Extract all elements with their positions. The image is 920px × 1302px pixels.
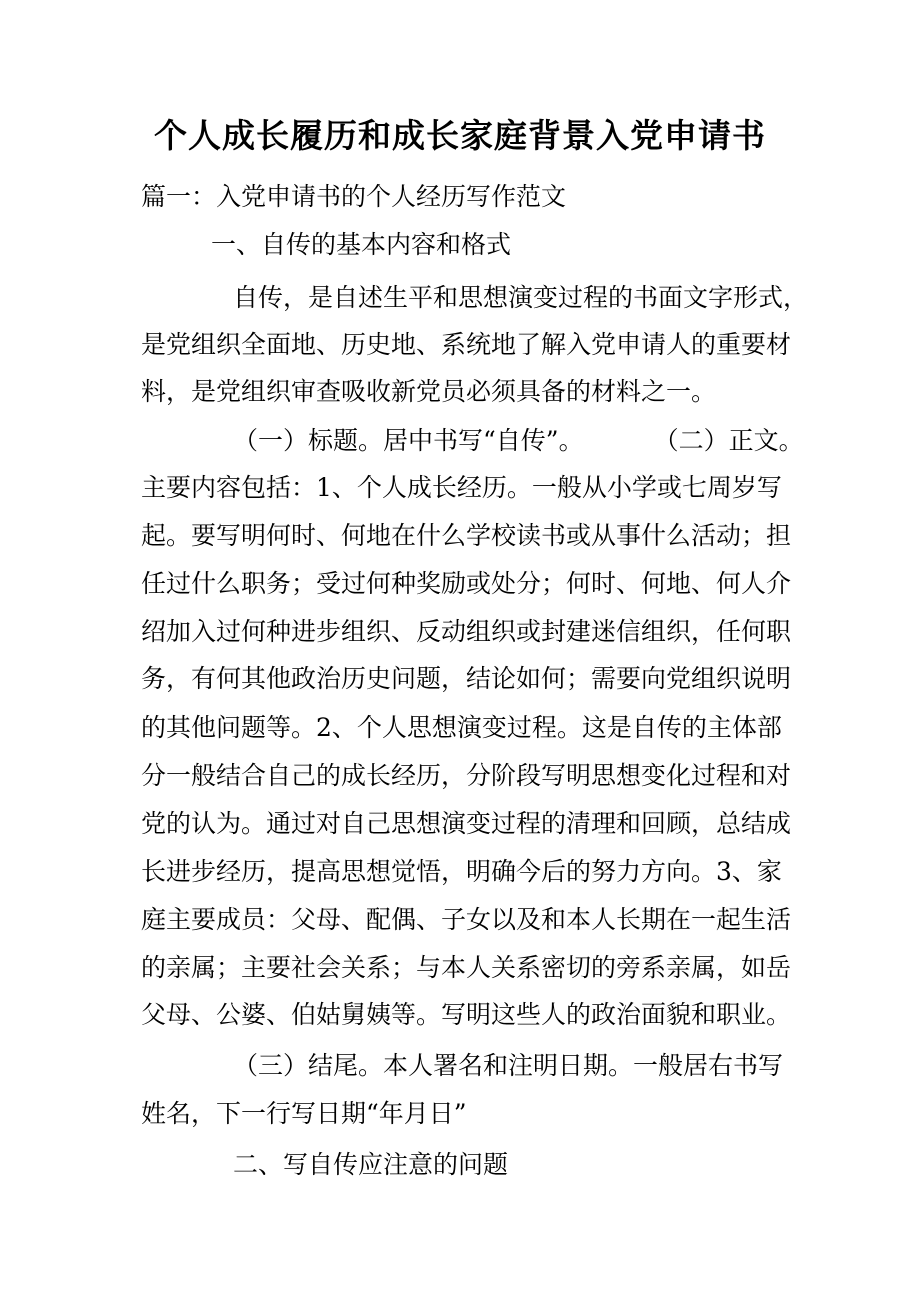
body-line: 任过什么职务；受过何种奖励或处分；何时、何地、何人介 — [141, 569, 792, 598]
body-line: 主要内容包括：1、个人成长经历。一般从小学或七周岁写 — [141, 473, 782, 502]
body-line: 庭主要成员：父母、配偶、子女以及和本人长期在一起生活 — [141, 905, 792, 934]
section-heading-article-one: 篇一：入党申请书的个人经历写作范文 — [141, 182, 567, 211]
subheading-content-format: 一、自传的基本内容和格式 — [211, 230, 512, 259]
body-line: 是党组织全面地、历史地、系统地了解入党申请人的重要材 — [141, 330, 792, 359]
body-line: 绍加入过何种进步组织、反动组织或封建迷信组织，任何职 — [141, 617, 792, 646]
body-line: 父母、公婆、伯姑舅姨等。写明这些人的政治面貌和职业。 — [141, 1000, 792, 1029]
body-line: 务，有何其他政治历史问题，结论如何；需要向党组织说明 — [141, 664, 792, 693]
document-title: 个人成长履历和成长家庭背景入党申请书 — [154, 116, 766, 155]
subheading-notes: 二、写自传应注意的问题 — [233, 1150, 509, 1179]
body-line: 长进步经历，提高思想觉悟，明确今后的努力方向。3、家 — [141, 857, 782, 886]
body-line: 的亲属；主要社会关系；与本人关系密切的旁系亲属，如岳 — [141, 953, 792, 982]
item-body: （二）正文。 — [653, 426, 804, 455]
body-line: 起。要写明何时、何地在什么学校读书或从事什么活动；担 — [141, 521, 792, 550]
body-line: 姓名，下一行写日期“年月日” — [141, 1099, 467, 1128]
item-title: （一）标题。居中书写“自传”。 — [233, 426, 584, 455]
body-line: 的其他问题等。2、个人思想演变过程。这是自传的主体部 — [141, 713, 782, 742]
body-line: 分一般结合自己的成长经历，分阶段写明思想变化过程和对 — [141, 761, 792, 790]
body-line: 料，是党组织审查吸收新党员必须具备的材料之一。 — [141, 377, 717, 406]
body-line-title-and-body — [233, 424, 804, 458]
body-line: （三）结尾。本人署名和注明日期。一般居右书写 — [233, 1051, 784, 1080]
body-line: 自传，是自述生平和思想演变过程的书面文字形式， — [233, 283, 809, 312]
body-line: 党的认为。通过对自己思想演变过程的清理和回顾，总结成 — [141, 809, 792, 838]
